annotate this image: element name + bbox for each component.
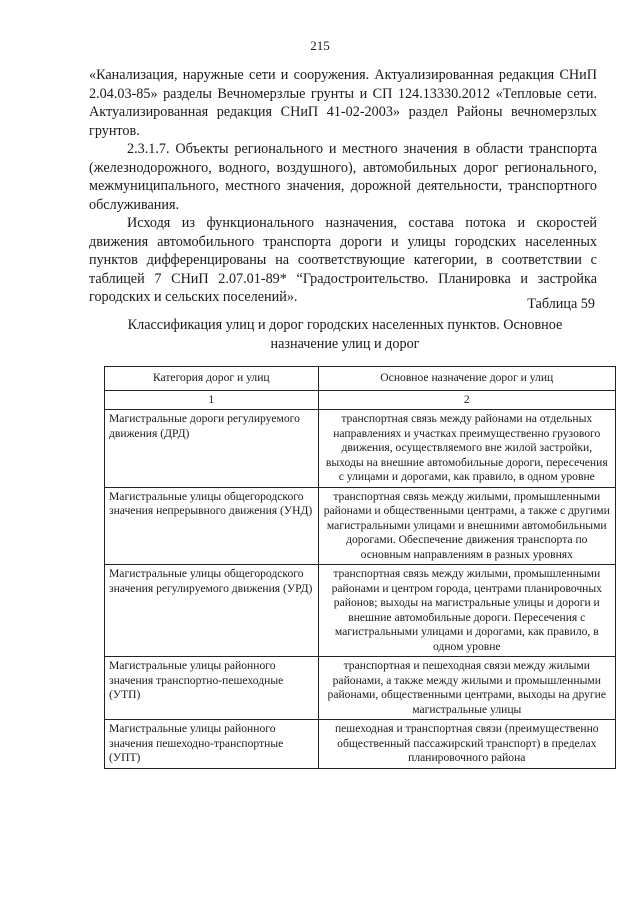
header-category: Категория дорог и улиц (105, 367, 319, 391)
table-header-row (105, 367, 616, 391)
table-row (105, 410, 616, 488)
table-row (105, 657, 616, 720)
column-number-2: 2 (318, 390, 615, 410)
paragraph-road-categories-intro: Исходя из функционального назначения, состава потока и скоростей движения автомобильного транспорта дороги и улицы городских населенных пунктов дифференцированы на соответствующие категории, в соответствии с таблицей 7 СНиП 2.07.01-89* “Градостроительство. Планировка и застройка городских и сельских поселений». (89, 215, 597, 306)
table-row (105, 720, 616, 769)
table-row (105, 487, 616, 565)
table-caption: Классификация улиц и дорог городских населенных пунктов. Основное назначение улиц и дорог (127, 317, 563, 352)
row-category: Магистральные улицы общегородского значения непрерывного движения (УНД) (105, 487, 319, 565)
column-number-row (105, 390, 616, 410)
table-label: Таблица 59 (527, 296, 595, 312)
row-category: Магистральные дороги регулируемого движения (ДРД) (105, 410, 319, 488)
column-number-1: 1 (105, 390, 319, 410)
header-purpose: Основное назначение дорог и улиц (318, 367, 615, 391)
row-category: Магистральные улицы районного значения пешеходно-транспортные (УПТ) (105, 720, 319, 769)
row-purpose: транспортная и пешеходная связи между жилыми районами, а также между жилыми и промышленными районами, общественными центрами, выходы на другие магистральные улицы (318, 657, 615, 720)
paragraph-section-2-3-1-7: 2.3.1.7. Объекты регионального и местного значения в области транспорта (железнодорожного, водного, воздушного), автомобильных дорог регионального, межмуниципального, местного значения, дорожной деятельности, транспортного обслуживания. (89, 141, 597, 213)
row-purpose: транспортная связь между жилыми, промышленными районами и центром города, центрами планировочных районов; выходы на магистральные улицы и дороги и внешние автомобильные дороги. Пересечения с магистральными улицами и дорогами, как правило, в одном уровне (318, 565, 615, 657)
paragraph-sewerage-references: «Канализация, наружные сети и сооружения. Актуализированная редакция СНиП 2.04.03-85» разделы Вечномерзлые грунты и СП 124.13330.2012 «Тепловые сети. Актуализированная редакция СНиП 41-02-2003» раздел Районы вечномерзлых грунтов. (89, 67, 597, 139)
row-purpose: транспортная связь между жилыми, промышленными районами и общественными центрами, а также с другими магистральными улицами и внешними автомобильными дорогами. Обеспечение движения транспорта по основным направлениям в разных уровнях (318, 487, 615, 565)
row-category: Магистральные улицы районного значения транспортно-пешеходные (УТП) (105, 657, 319, 720)
page-number: 215 (310, 38, 330, 53)
row-purpose: транспортная связь между районами на отдельных направлениях и участках преимущественно грузового движения, осуществляемого вне жилой застройки, выходы на внешние автомобильные дороги, пересечения с улицами и дорогами, как правило, в одном уровне (318, 410, 615, 488)
road-classification-table (104, 366, 616, 769)
row-purpose: пешеходная и транспортная связи (преимущественно общественный пассажирский транспорт) в пределах планировочного района (318, 720, 615, 769)
row-category: Магистральные улицы общегородского значения регулируемого движения (УРД) (105, 565, 319, 657)
table-row (105, 565, 616, 657)
